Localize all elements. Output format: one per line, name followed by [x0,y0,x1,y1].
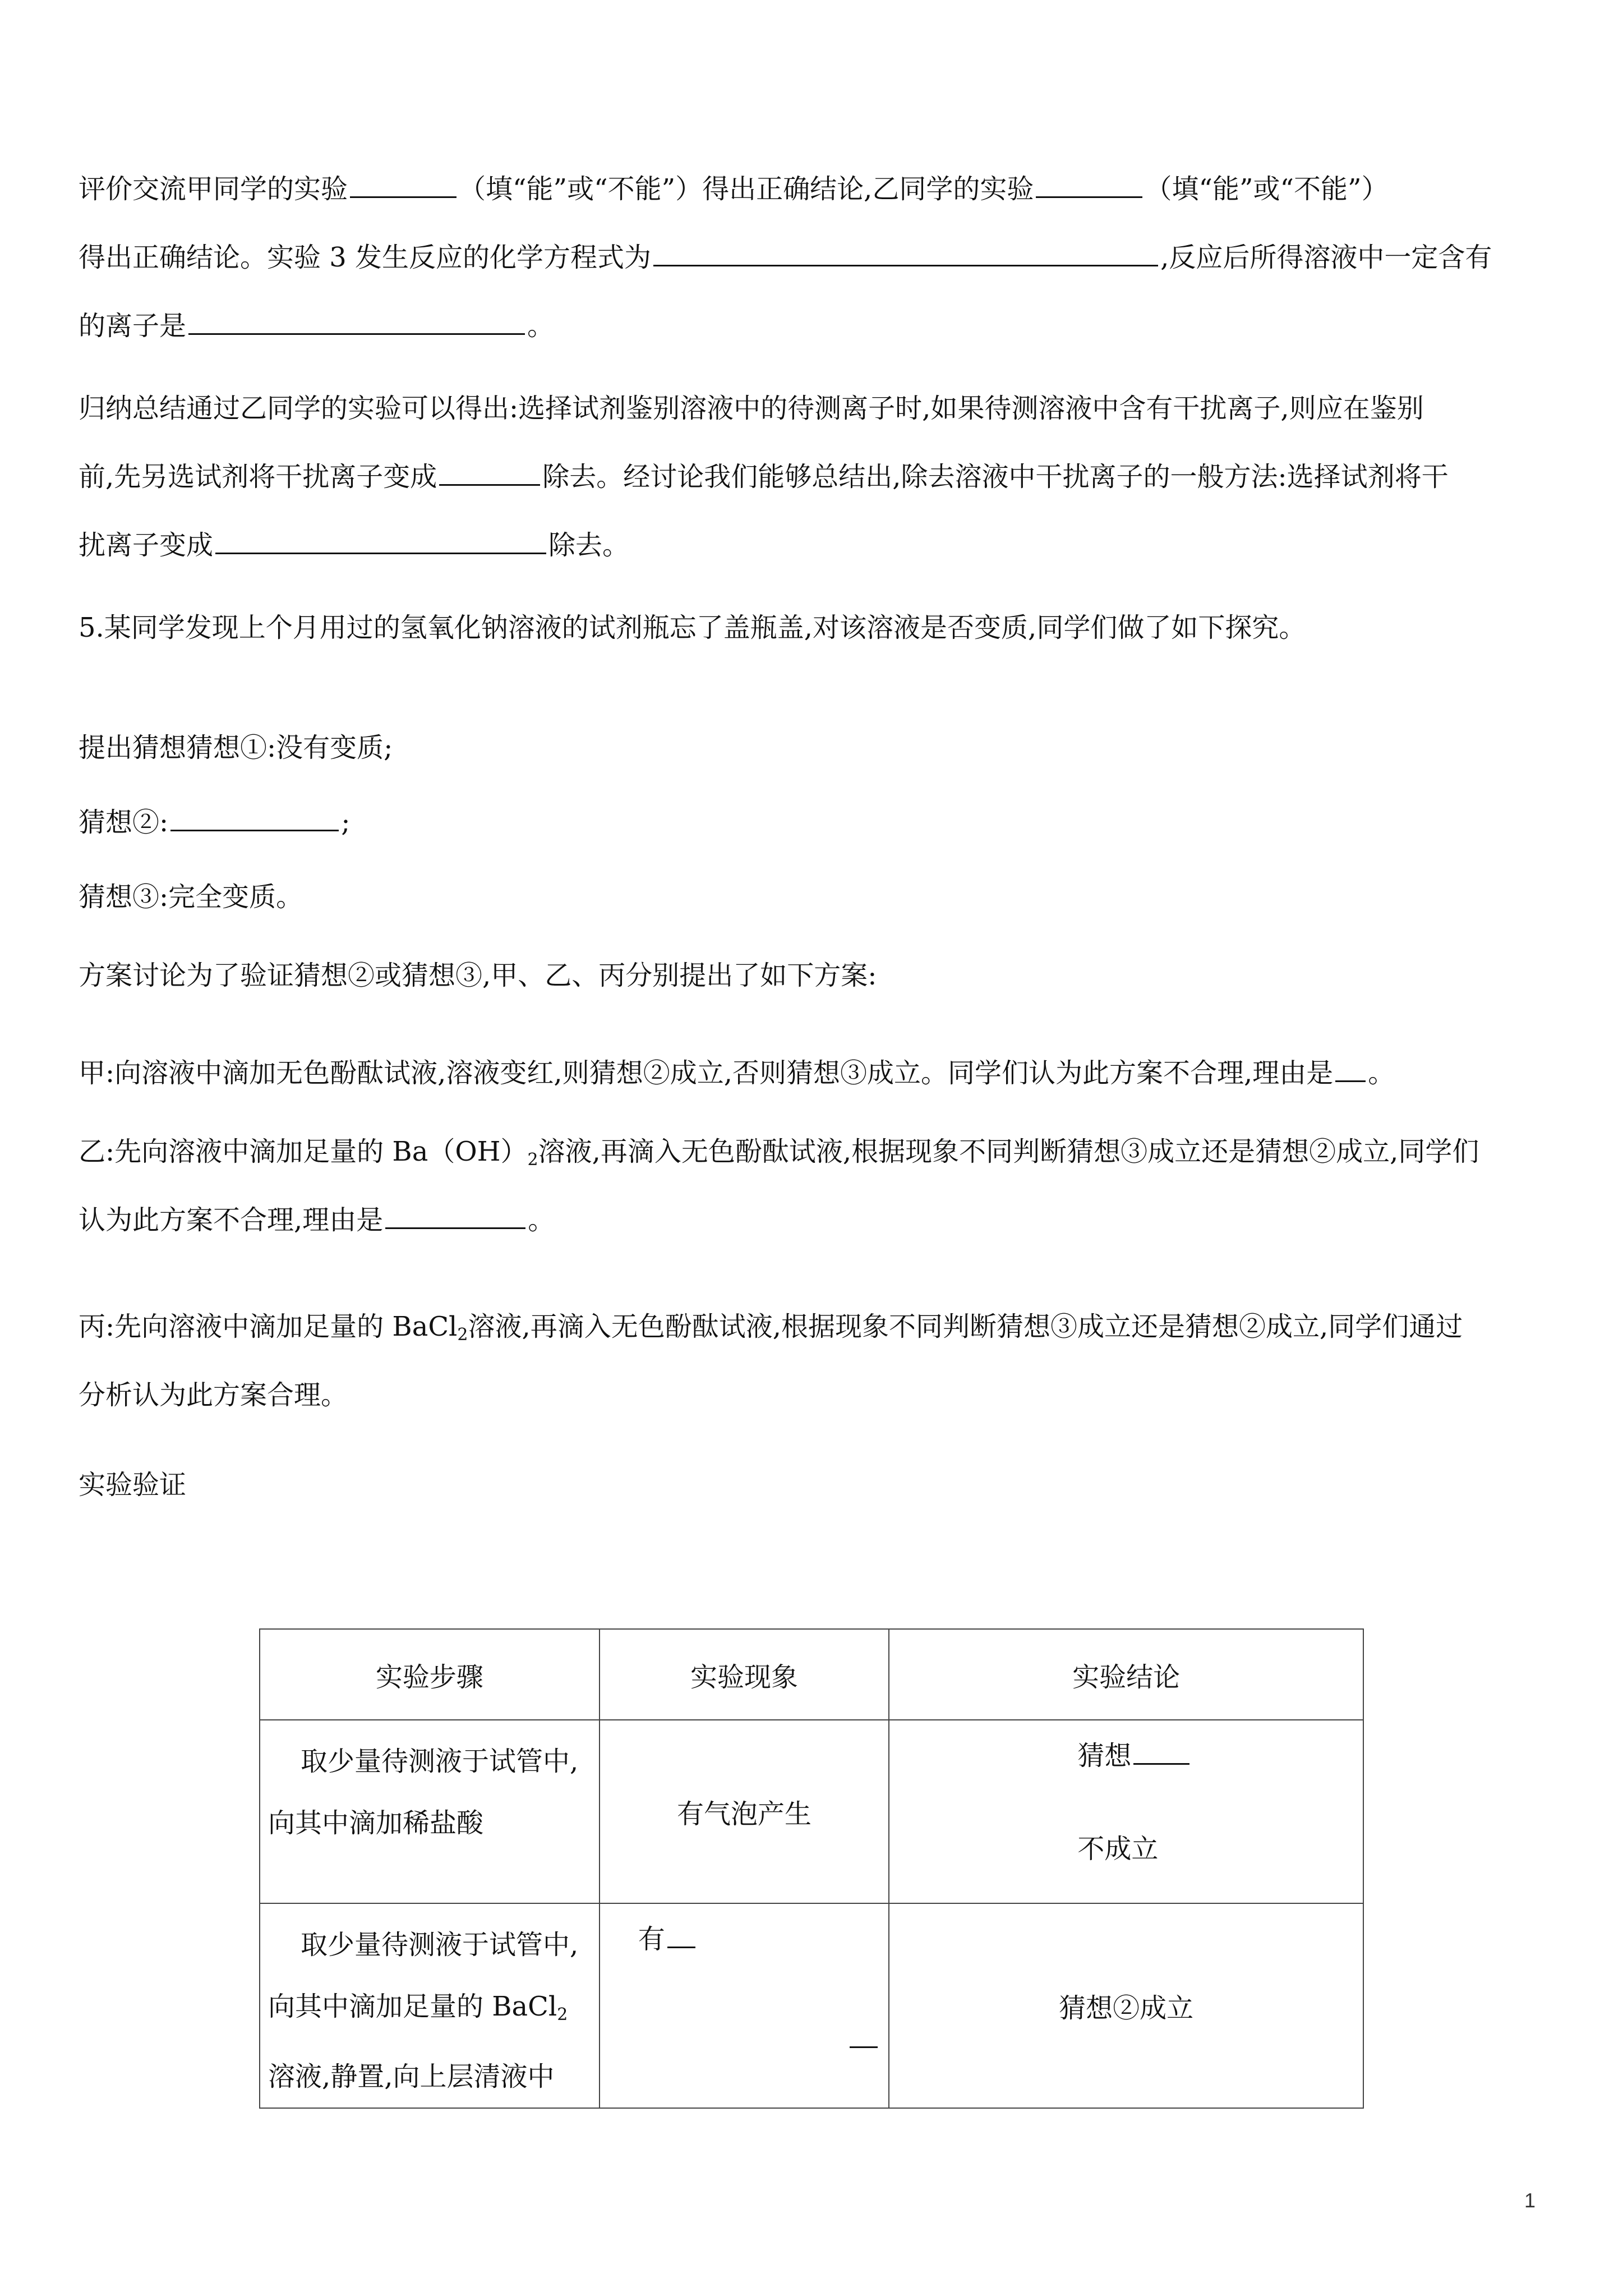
evaluation-paragraph [79,155,1548,360]
guess-3: 猜想③:完全变质。 [79,881,303,913]
plan-intro: 方案讨论为了验证猜想②或猜想③,甲、乙、丙分别提出了如下方案: [79,960,877,991]
answer-blank-interfering-2[interactable] [215,528,546,554]
row2-step-subscript: 2 [557,2005,568,2024]
row2-step-cell [260,1903,600,2108]
guess-1: 提出猜想猜想①:没有变质; [79,732,393,763]
summary-text-3b: 除去。 [548,530,630,561]
summary-text-1: 归纳总结通过乙同学的实验可以得出:选择试剂鉴别溶液中的待测离子时,如果待测溶液中含有干扰离子,则应在鉴别 [79,393,1424,424]
plan-jia [79,1039,1548,1107]
plan-yi-subscript: 2 [527,1150,538,1170]
answer-blank-ions[interactable] [188,309,525,335]
plan-bing-text-1b: 溶液,再滴入无色酚酞试液,根据现象不同判断猜想③成立还是猜想②成立,同学们通过 [468,1311,1463,1342]
evaluation-text-3b: 。 [527,310,555,342]
experiment-table [259,1628,1364,2109]
answer-blank-guess-2[interactable] [170,805,339,831]
evaluation-text-2b: ,反应后所得溶液中一定含有 [1160,242,1492,273]
row1-conclusion-guess: 猜想 [1077,1740,1132,1772]
plan-yi-text-2b: 。 [528,1204,555,1236]
row1-phenomenon-text: 有气泡产生 [676,1798,811,1830]
plan-bing-text-2: 分析认为此方案合理。 [79,1379,348,1411]
row1-phenomenon-cell [600,1720,889,1903]
table-header-conclusion: 实验结论 [889,1629,1363,1720]
verify-heading: 实验验证 [79,1469,187,1501]
plan-jia-end: 。 [1368,1057,1395,1089]
table-header-phenomenon: 实验现象 [600,1629,889,1720]
plan-yi-text-2a: 认为此方案不合理,理由是 [79,1204,384,1236]
answer-blank-row2-phenomenon-cont[interactable] [850,2046,878,2048]
row1-step-line-1: 取少量待测液于试管中, [301,1746,579,1777]
row1-step-line-2: 向其中滴加稀盐酸 [268,1807,484,1839]
answer-blank-interfering-1[interactable] [439,459,540,486]
evaluation-text-3a: 的离子是 [79,310,187,342]
summary-text-3a: 扰离子变成 [79,530,214,561]
row2-phenomenon-cell [600,1903,889,2108]
table-header-row [260,1629,1363,1720]
evaluation-text-1c: （填“能”或“不能”） [1145,173,1389,205]
answer-blank-yi[interactable] [1036,172,1142,198]
row2-step-line-2: 向其中滴加足量的 BaCl [268,1991,557,2022]
summary-paragraph [79,374,1548,579]
row2-phenomenon-text: 有 [638,1924,665,1955]
answer-blank-jia-reason[interactable] [1335,1056,1366,1082]
question-5-intro: 5.某同学发现上个月用过的氢氧化钠溶液的试剂瓶忘了盖瓶盖,对该溶液是否变质,同学们做了如下探究。 [79,612,1306,643]
summary-text-2b: 除去。经讨论我们能够总结出,除去溶液中干扰离子的一般方法:选择试剂将干 [542,461,1449,493]
plan-bing-subscript: 2 [457,1325,468,1345]
plan-bing [79,1292,1548,1429]
row1-conclusion-cell [889,1720,1363,1903]
plan-yi-text-1a: 乙:先向溶液中滴加足量的 Ba（OH） [79,1136,528,1167]
guess-2 [79,788,1548,857]
table-row [260,1720,1363,1903]
page-number: 1 [1524,2189,1536,2212]
row1-step-cell [260,1720,600,1903]
answer-blank-equation[interactable] [653,240,1158,266]
row2-conclusion-cell [889,1903,1363,2108]
table-header-steps: 实验步骤 [260,1629,600,1720]
row2-step-line-3: 溶液,静置,向上层清液中 [268,2061,555,2092]
answer-blank-yi-reason[interactable] [385,1203,525,1229]
answer-blank-jia[interactable] [350,172,457,198]
guess-2-label: 猜想②: [79,807,169,838]
plan-yi-text-1b: 溶液,再滴入无色酚酞试液,根据现象不同判断猜想③成立还是猜想②成立,同学们 [538,1136,1479,1167]
plan-bing-text-1a: 丙:先向溶液中滴加足量的 BaCl [79,1311,458,1342]
answer-blank-row1-guess[interactable] [1133,1738,1189,1765]
evaluation-text-1a: 评价交流甲同学的实验 [79,173,348,205]
row2-step-line-1: 取少量待测液于试管中, [301,1929,579,1961]
summary-text-2a: 前,先另选试剂将干扰离子变成 [79,461,437,493]
answer-blank-row2-phenomenon[interactable] [667,1922,695,1948]
evaluation-text-2a: 得出正确结论。实验 3 发生反应的化学方程式为 [79,242,652,273]
plan-yi [79,1117,1548,1254]
table-row [260,1903,1363,2108]
evaluation-text-1b: （填“能”或“不能”）得出正确结论,乙同学的实验 [459,173,1034,205]
row1-conclusion-not-valid: 不成立 [1077,1833,1159,1865]
row2-conclusion-text: 猜想②成立 [1059,1993,1194,2024]
guess-2-end: ; [341,807,351,838]
plan-jia-text: 甲:向溶液中滴加无色酚酞试液,溶液变红,则猜想②成立,否则猜想③成立。同学们认为此方案不合理,理由是 [79,1057,1334,1089]
